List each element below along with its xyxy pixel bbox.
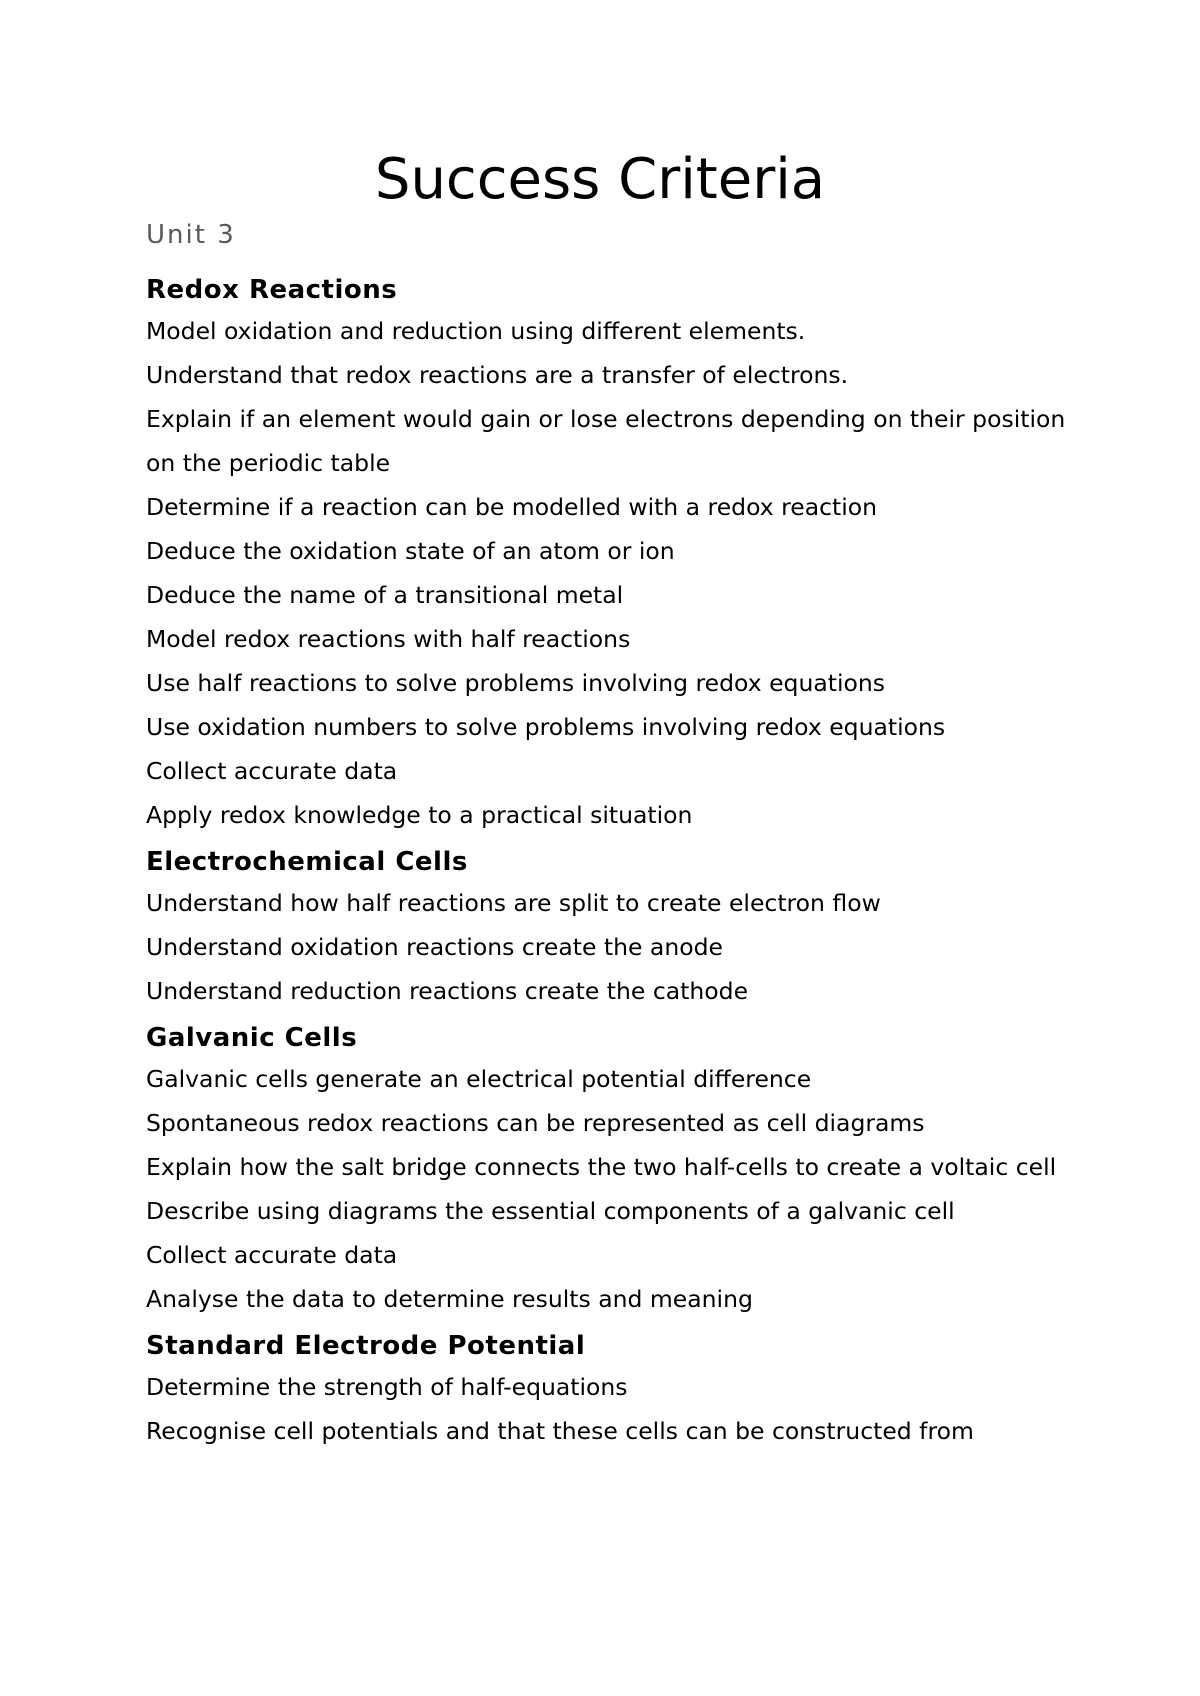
criteria-item: Use oxidation numbers to solve problems involving redox equations (146, 713, 946, 741)
section-heading: Standard Electrode Potential (146, 1331, 586, 1361)
criteria-item: Collect accurate data (146, 1241, 398, 1269)
criteria-item: Determine if a reaction can be modelled with a redox reaction (146, 493, 878, 521)
criteria-item: Explain if an element would gain or lose electrons depending on their position (146, 405, 1066, 433)
page-subtitle: Unit 3 (146, 220, 236, 250)
section-heading: Redox Reactions (146, 275, 398, 305)
criteria-item: Explain how the salt bridge connects the two half-cells to create a voltaic cell (146, 1153, 1057, 1181)
criteria-item: Understand oxidation reactions create the anode (146, 933, 723, 961)
criteria-item: Recognise cell potentials and that these cells can be constructed from (146, 1417, 974, 1445)
section-galvanic-cells (146, 1021, 1066, 1313)
criteria-item: on the periodic table (146, 449, 391, 477)
criteria-item: Model redox reactions with half reactions (146, 625, 631, 653)
criteria-item: Use half reactions to solve problems involving redox equations (146, 669, 886, 697)
section-electrochemical-cells (146, 845, 1066, 1005)
criteria-item: Collect accurate data (146, 757, 398, 785)
criteria-item: Understand that redox reactions are a transfer of electrons. (146, 361, 849, 389)
criteria-item: Galvanic cells generate an electrical potential difference (146, 1065, 812, 1093)
criteria-item: Spontaneous redox reactions can be represented as cell diagrams (146, 1109, 925, 1137)
criteria-item: Understand how half reactions are split to create electron flow (146, 889, 881, 917)
section-heading: Galvanic Cells (146, 1023, 358, 1053)
criteria-item: Determine the strength of half-equations (146, 1373, 628, 1401)
criteria-item: Understand reduction reactions create the cathode (146, 977, 749, 1005)
criteria-item: Describe using diagrams the essential components of a galvanic cell (146, 1197, 955, 1225)
section-heading: Electrochemical Cells (146, 847, 468, 877)
section-redox-reactions (146, 273, 1066, 829)
page-title: Success Criteria (374, 147, 826, 212)
criteria-item: Deduce the name of a transitional metal (146, 581, 624, 609)
criteria-item: Apply redox knowledge to a practical situation (146, 801, 693, 829)
criteria-item: Analyse the data to determine results and meaning (146, 1285, 753, 1313)
section-standard-electrode-potential (146, 1329, 1066, 1445)
criteria-item: Deduce the oxidation state of an atom or ion (146, 537, 675, 565)
document-body (146, 268, 1066, 1461)
criteria-item: Model oxidation and reduction using different elements. (146, 317, 806, 345)
